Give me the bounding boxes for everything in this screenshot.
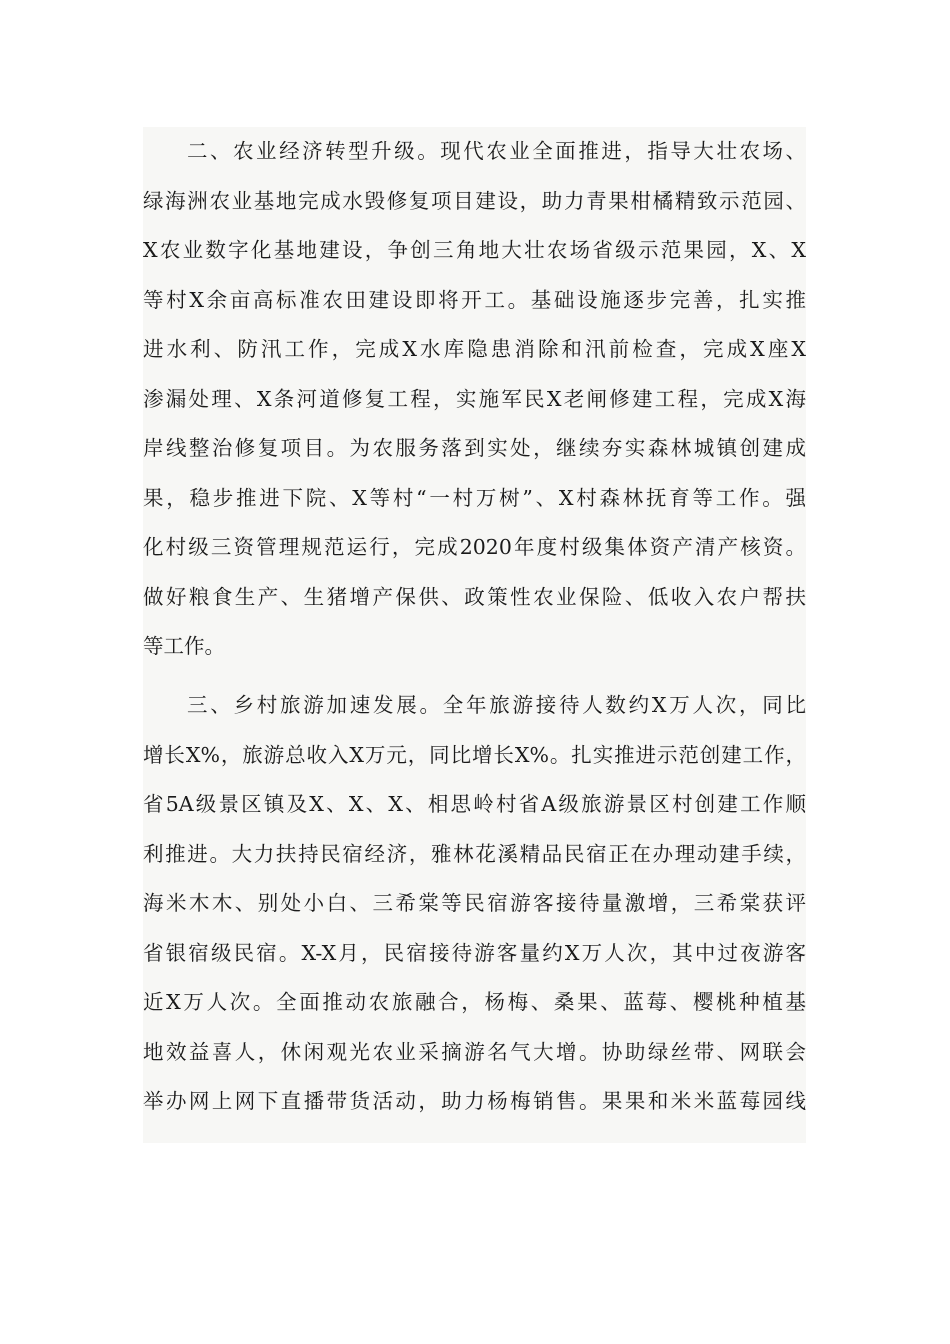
paragraph-tourism xyxy=(143,681,806,1127)
text-line: 利推进。大力扶持民宿经济，雅林花溪精品民宿正在办理动建手续， xyxy=(143,841,806,866)
text-line: 省银宿级民宿。X-X月，民宿接待游客量约X万人次，其中过夜游客 xyxy=(143,940,806,965)
text-line: 果，稳步推进下院、X等村“一村万树”、X村森林抚育等工作。强 xyxy=(143,485,806,510)
text-line: 三、乡村旅游加速发展。全年旅游接待人数约X万人次，同比 xyxy=(187,693,806,717)
text-line: 增长X%，旅游总收入X万元，同比增长X%。扎实推进示范创建工作， xyxy=(143,742,806,767)
text-line: 省5A级景区镇及X、X、X、相思岭村省A级旅游景区村创建工作顺 xyxy=(143,792,806,816)
text-line: 绿海洲农业基地完成水毁修复项目建设，助力青果柑橘精致示范园、 xyxy=(143,188,806,213)
text-line: 海米木木、别处小白、三希棠等民宿游客接待量激增，三希棠获评 xyxy=(143,891,806,915)
text-line: 近X万人次。全面推动农旅融合，杨梅、桑果、蓝莓、樱桃种植基 xyxy=(143,990,806,1014)
text-line: 地效益喜人，休闲观光农业采摘游名气大增。协助绿丝带、网联会 xyxy=(143,1039,806,1064)
text-line: 二、农业经济转型升级。现代农业全面推进，指导大壮农场、 xyxy=(187,139,806,163)
paragraph-agriculture xyxy=(143,127,806,672)
text-line: 等工作。 xyxy=(143,634,225,658)
text-line: 渗漏处理、X条河道修复工程，实施军民X老闸修建工程，完成X海 xyxy=(143,386,806,411)
text-line: X农业数字化基地建设，争创三角地大壮农场省级示范果园，X、X xyxy=(143,238,806,262)
text-line: 岸线整治修复项目。为农服务落到实处，继续夯实森林城镇创建成 xyxy=(143,436,806,460)
text-line: 举办网上网下直播带货活动，助力杨梅销售。果果和米米蓝莓园线 xyxy=(143,1089,806,1113)
text-line: 进水利、防汛工作，完成X水库隐患消除和汛前检查，完成X座X xyxy=(143,337,806,361)
text-line: 等村X余亩高标准农田建设即将开工。基础设施逐步完善，扎实推 xyxy=(143,287,806,312)
text-line: 做好粮食生产、生猪增产保供、政策性农业保险、低收入农户帮扶 xyxy=(143,584,806,609)
text-line: 化村级三资管理规范运行，完成2020年度村级集体资产清产核资。 xyxy=(143,535,806,559)
